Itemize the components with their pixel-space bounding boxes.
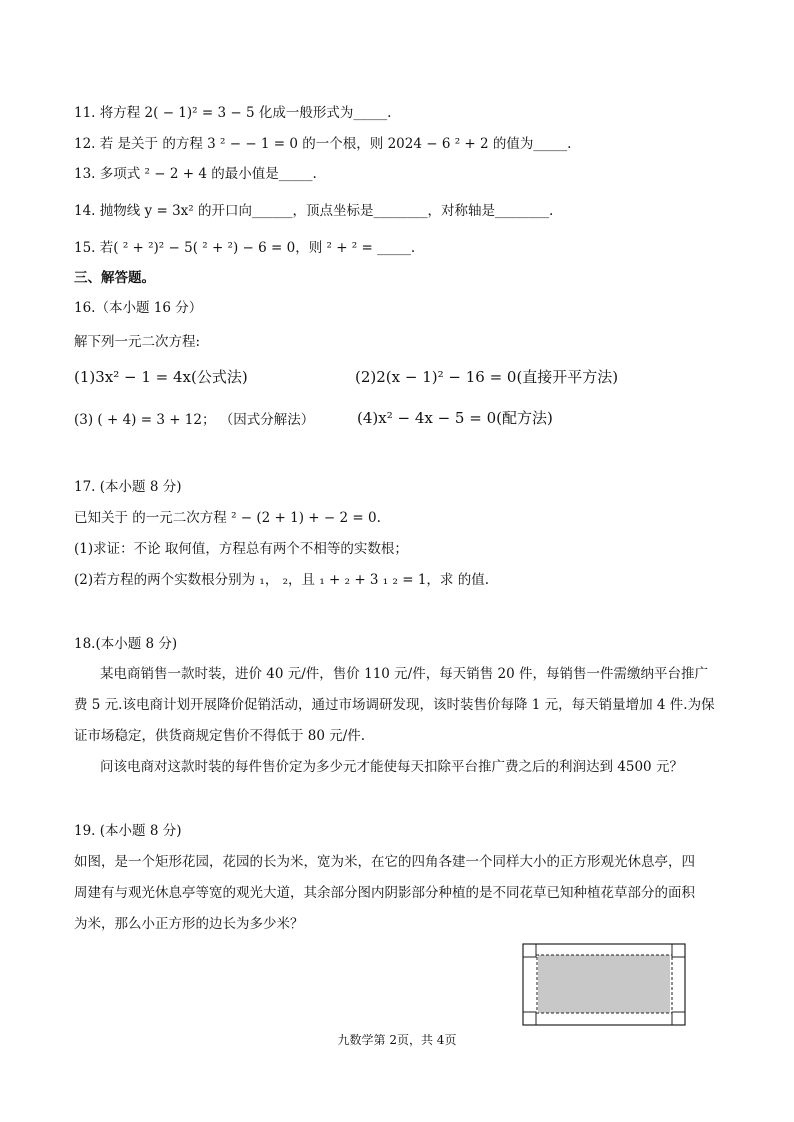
kiosk-top-right [672,944,685,957]
question-14: 14. 抛物线 y = 3x² 的开口向______，顶点坐标是________，对称轴是________. [74,203,554,219]
question-18-header: 18.(本小题 8 分) [74,636,178,652]
question-12: 12. 若 是关于 的方程 3 ² − − 1 = 0 的一个根，则 2024 − 6 ² + 2 的值为_____. [74,136,572,152]
question-16-part-4: (4)x² − 4x − 5 = 0(配方法) [357,409,553,427]
question-16-part-1: (1)3x² − 1 = 4x(公式法) [74,368,248,386]
kiosk-bottom-left [523,1012,536,1025]
question-19-line-2: 周建有与观光休息亭等宽的观光大道，其余部分图内阴影部分种植的是不同花草已知种植花草部分的面积 [74,885,695,901]
question-17-part-2: (2)若方程的两个实数根分别为 ₁， ₂，且 ₁ + ₂ + 3 ₁ ₂ = 1，求 的值. [74,572,489,588]
question-18-line-1: 某电商销售一款时装，进价 40 元/件，售价 110 元/件，每天销售 20 件，每销售一件需缴纳平台推广 [100,666,708,682]
planting-area [538,955,670,1013]
page-footer: 九数学第 2页，共 4页 [337,1033,457,1047]
question-11: 11. 将方程 2( − 1)² = 3 − 5 化成一般形式为_____. [74,105,392,121]
question-17-part-1: (1)求证：不论 取何值，方程总有两个不相等的实数根； [74,541,408,557]
question-13: 13. 多项式 ² − 2 + 4 的最小值是_____. [74,166,317,182]
section-title: 三、解答题。 [74,270,155,286]
question-16-part-2: (2)2(x − 1)² − 16 = 0(直接开平方法) [355,368,619,386]
question-18-line-3: 证市场稳定，供货商规定售价不得低于 80 元/件. [74,728,366,744]
kiosk-top-left [523,944,536,957]
question-16-header: 16.（本小题 16 分） [74,300,203,316]
question-19-line-3: 为米，那么小正方形的边长为多少米？ [74,916,304,932]
garden-diagram [522,943,686,1026]
kiosk-bottom-right [672,1012,685,1025]
question-15: 15. 若( ² + ²)² − 5( ² + ²) − 6 = 0，则 ² + ² = _____. [74,240,416,256]
question-18-line-2: 费 5 元.该电商计划开展降价促销活动，通过市场调研发现，该时装售价每降 1 元，每天销量增加 4 件.为保 [74,697,715,713]
question-18-line-4: 问该电商对这款时装的每件售价定为多少元才能使每天扣除平台推广费之后的利润达到 4500 元？ [100,759,683,775]
question-17-header: 17. (本小题 8 分) [74,479,182,495]
question-17-stem: 已知关于 的一元二次方程 ² − (2 + 1) + − 2 = 0. [74,510,381,526]
question-16-part-3: (3) ( + 4) = 3 + 12； （因式分解法） [74,412,315,428]
question-19-line-1: 如图，是一个矩形花园，花园的长为米，宽为米，在它的四角各建一个同样大小的正方形观光休息亭，四 [74,854,695,870]
question-19-header: 19. (本小题 8 分) [74,823,182,839]
question-16-intro: 解下列一元二次方程: [74,334,201,350]
